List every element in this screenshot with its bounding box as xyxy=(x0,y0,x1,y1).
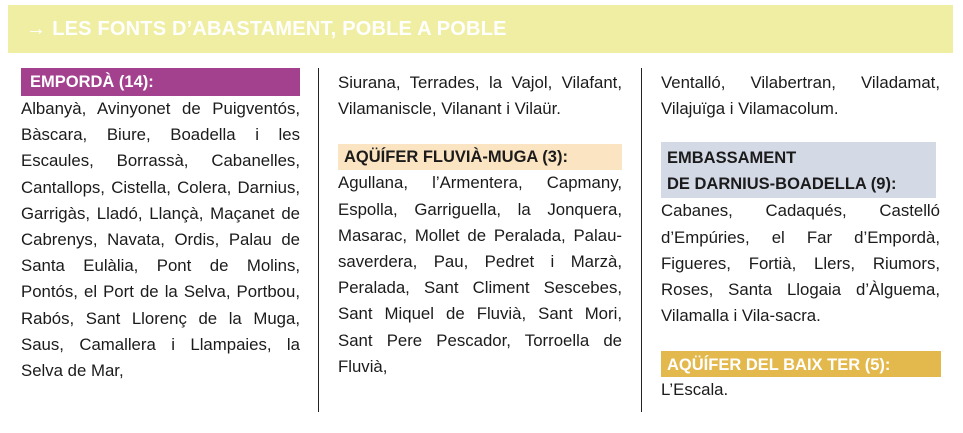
heading-fluvia-muga: AQÜÍFER FLUVIÀ-MUGA (3): xyxy=(338,144,622,170)
text-baix-ter: L’Escala. xyxy=(661,380,729,400)
heading-emporda: EMPORDÀ (14): xyxy=(21,68,300,96)
text-fluvia-muga-part2: Ventalló, Vilabertran, Viladamat, Vilajuïga i Vilamacolum. xyxy=(661,73,940,119)
column-1 xyxy=(21,68,300,384)
banner-title: LES FONTS D’ABASTAMENT, POBLE A POBLE xyxy=(52,17,507,40)
heading-darnius-boadella xyxy=(661,142,936,198)
text-darnius-boadella: Cabanes, Cadaqués, Castelló d’Empúries, el Far d’Empordà, Figueres, Fortià, Llers, Riumors, Roses, Santa Llogaia d’Àlguema, Vilamalla i Vila-sacra. xyxy=(661,201,940,326)
column-3 xyxy=(661,70,940,404)
column-2 xyxy=(338,70,622,380)
text-emporda-part2: Siurana, Terrades, la Vajol, Vilafant, Vilamaniscle, Vilanant i Vilaür. xyxy=(338,73,622,119)
text-emporda-part1: Albanyà, Avinyonet de Puigventós, Bàscara, Biure, Boadella i les Escaules, Borrassà, Cabanelles, Cantallops, Cistella, Colera, Darnius, Garrigàs, Lladó, Llançà, Maçanet de Cabrenys, Navata, Ordis, Palau de Santa Eulàlia, Pont de Molins, Pontós, el Port de la Selva, Portbou, Rabós, Sant Llorenç de la Muga, Saus, Camallera i Llampaies, la Selva de Mar, xyxy=(21,99,300,381)
section-banner xyxy=(8,5,953,53)
column-divider xyxy=(318,68,319,412)
heading-darnius-line1: EMBASSAMENT xyxy=(667,149,797,168)
heading-baix-ter: AQÜÍFER DEL BAIX TER (5): xyxy=(661,351,941,377)
arrow-right-icon: → xyxy=(26,17,47,40)
column-divider xyxy=(641,68,642,412)
heading-darnius-line2: DE DARNIUS-BOADELLA (9): xyxy=(667,175,897,194)
text-fluvia-muga-part1: Agullana, l’Armentera, Capmany, Espolla, Garriguella, la Jonquera, Masarac, Mollet de Peralada, Palau-saverdera, Pau, Pedret i Marzà, Peralada, Sant Climent Sescebes, Sant Miquel de Fluvià, Sant Mori, Sant Pere Pescador, Torroella de Fluvià, xyxy=(338,173,622,376)
